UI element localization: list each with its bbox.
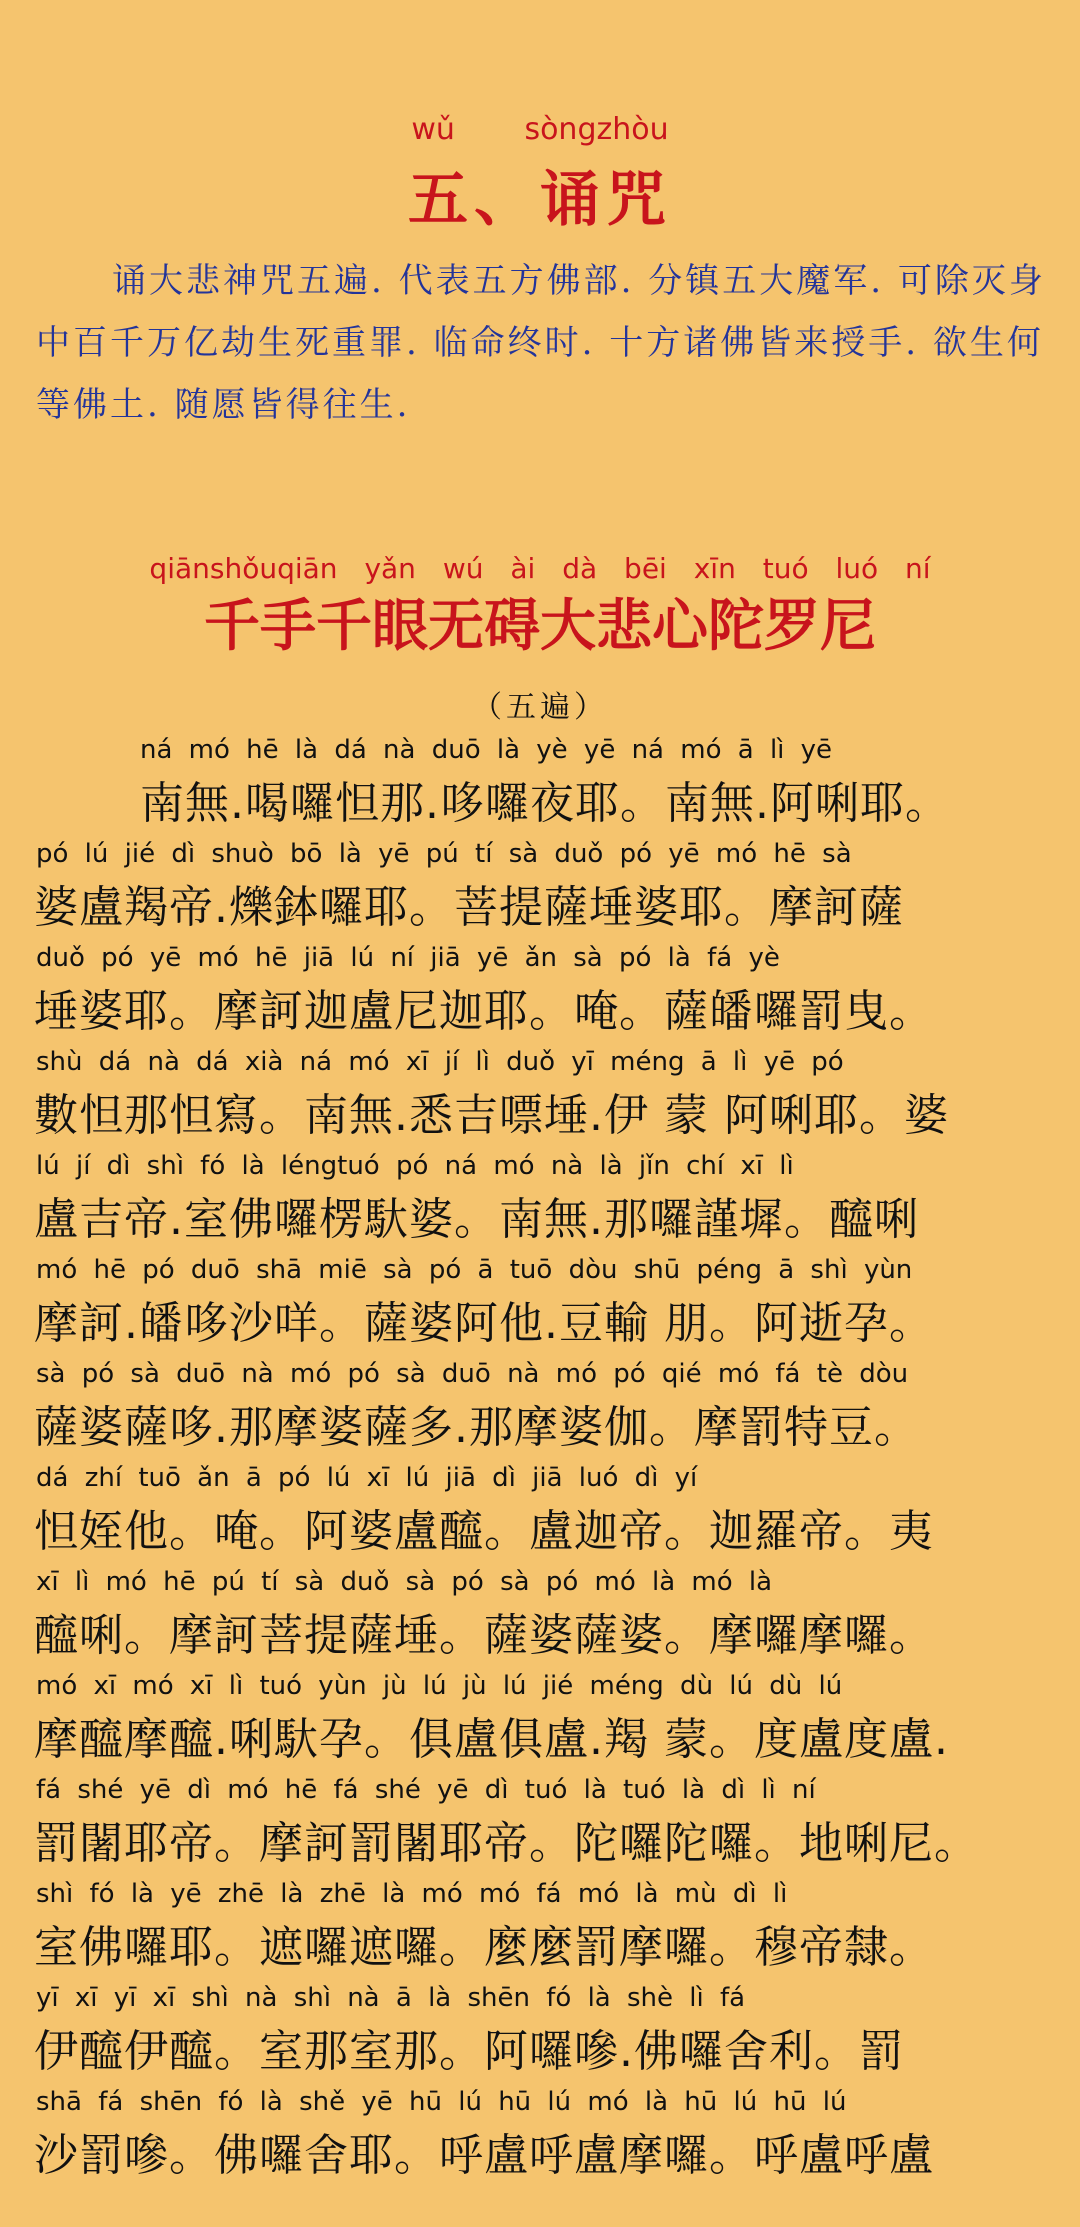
line-pinyin: fá shé yē dì mó hē fá shé yē dì tuó là tuó là dì lì ní <box>36 1775 816 1805</box>
line-hanzi: 盧吉帝.室佛囉楞馱婆。南無.那囉謹墀。醯唎 <box>34 1194 919 1245</box>
line-pinyin: lú jí dì shì fó là léngtuó pó ná mó nà là jǐn chí xī lì <box>36 1151 794 1181</box>
line-hanzi: 怛姪他。唵。阿婆盧醯。盧迦帝。迦羅帝。夷 <box>34 1506 934 1557</box>
dharani-line <box>0 1671 1080 1775</box>
line-pinyin: sà pó sà duō nà mó pó sà duō nà mó pó qié mó fá tè dòu <box>36 1359 909 1389</box>
dharani-line <box>0 1567 1080 1671</box>
line-hanzi: 醯唎。摩訶菩提薩埵。薩婆薩婆。摩囉摩囉。 <box>34 1610 934 1661</box>
dharani-line <box>0 735 1080 839</box>
line-hanzi: 室佛囉耶。遮囉遮囉。麼麼罰摩囉。穆帝隸。 <box>34 1922 934 1973</box>
dharani-line <box>0 1359 1080 1463</box>
line-pinyin: shì fó là yē zhē là zhē là mó mó fá mó là mù dì lì <box>36 1879 788 1909</box>
dharani-line <box>0 943 1080 1047</box>
dharani-line <box>0 1463 1080 1567</box>
section-intro: 诵大悲神咒五遍. 代表五方佛部. 分镇五大魔军. 可除灭身中百千万亿劫生死重罪. 临命终时. 十方诸佛皆来授手. 欲生何等佛土. 随愿皆得往生. <box>36 261 1046 425</box>
line-hanzi: 埵婆耶。摩訶迦盧尼迦耶。唵。薩皤囉罰曳。 <box>34 986 934 1037</box>
dharani-line <box>0 1775 1080 1879</box>
line-pinyin: ná mó hē là dá nà duō là yè yē ná mó ā lì yē <box>140 735 833 765</box>
dharani-title-pinyin: qiānshǒuqiān yǎn wú ài dà bēi xīn tuó luó ní <box>149 552 931 585</box>
dharani-line <box>0 1047 1080 1151</box>
line-pinyin: dá zhí tuō ǎn ā pó lú xī lú jiā dì jiā luó dì yí <box>36 1463 698 1493</box>
line-hanzi: 伊醯伊醯。室那室那。阿囉嘇.佛囉舍利。罰 <box>34 2026 904 2077</box>
line-hanzi: 沙罰嘇。佛囉舍耶。呼盧呼盧摩囉。呼盧呼盧 <box>34 2130 934 2181</box>
line-pinyin: yī xī yī xī shì nà shì nà ā là shēn fó là shè lì fá <box>36 1983 746 2013</box>
line-pinyin: pó lú jié dì shuò bō là yē pú tí sà duǒ pó yē mó hē sà <box>36 839 852 869</box>
dharani-line <box>0 1983 1080 2087</box>
dharani-text <box>0 735 1080 2191</box>
dharani-line <box>0 839 1080 943</box>
line-pinyin: xī lì mó hē pú tí sà duǒ sà pó sà pó mó là mó là <box>36 1567 773 1597</box>
line-hanzi: 罰闍耶帝。摩訶罰闍耶帝。陀囉陀囉。地唎尼。 <box>34 1818 979 1869</box>
line-pinyin: mó hē pó duō shā miē sà pó ā tuō dòu shū péng ā shì yùn <box>36 1255 913 1285</box>
line-hanzi: 摩醯摩醯.唎馱孕。俱盧俱盧.羯 蒙。度盧度盧. <box>34 1714 949 1765</box>
line-pinyin: shā fá shēn fó là shě yē hū lú hū lú mó là hū lú hū lú <box>36 2087 847 2117</box>
dharani-line <box>0 1151 1080 1255</box>
line-hanzi: 薩婆薩哆.那摩婆薩多.那摩婆伽。摩罰特豆。 <box>34 1402 919 1453</box>
dharani-line <box>0 1255 1080 1359</box>
line-pinyin: shù dá nà dá xià ná mó xī jí lì duǒ yī méng ā lì yē pó <box>36 1047 844 1077</box>
line-hanzi: 南無.喝囉怛那.哆囉夜耶。南無.阿唎耶。 <box>140 778 950 829</box>
section-pinyin: wǔ sòngzhòu <box>411 112 669 147</box>
line-hanzi: 數怛那怛寫。南無.悉吉嘌埵.伊 蒙 阿唎耶。婆 <box>34 1090 949 1141</box>
dharani-line <box>0 2087 1080 2191</box>
line-pinyin: duǒ pó yē mó hē jiā lú ní jiā yē ǎn sà pó là fá yè <box>36 943 780 973</box>
repeat-count: （五遍） <box>472 690 608 725</box>
line-hanzi: 婆盧羯帝.爍鉢囉耶。菩提薩埵婆耶。摩訶薩 <box>34 882 904 933</box>
line-hanzi: 摩訶.皤哆沙咩。薩婆阿他.豆輸 朋。阿逝孕。 <box>34 1298 934 1349</box>
section-title: 五、诵咒 <box>408 165 672 235</box>
line-pinyin: mó xī mó xī lì tuó yùn jù lú jù lú jié méng dù lú dù lú <box>36 1671 843 1701</box>
dharani-title: 千手千眼无碍大悲心陀罗尼 <box>204 593 876 659</box>
dharani-line <box>0 1879 1080 1983</box>
